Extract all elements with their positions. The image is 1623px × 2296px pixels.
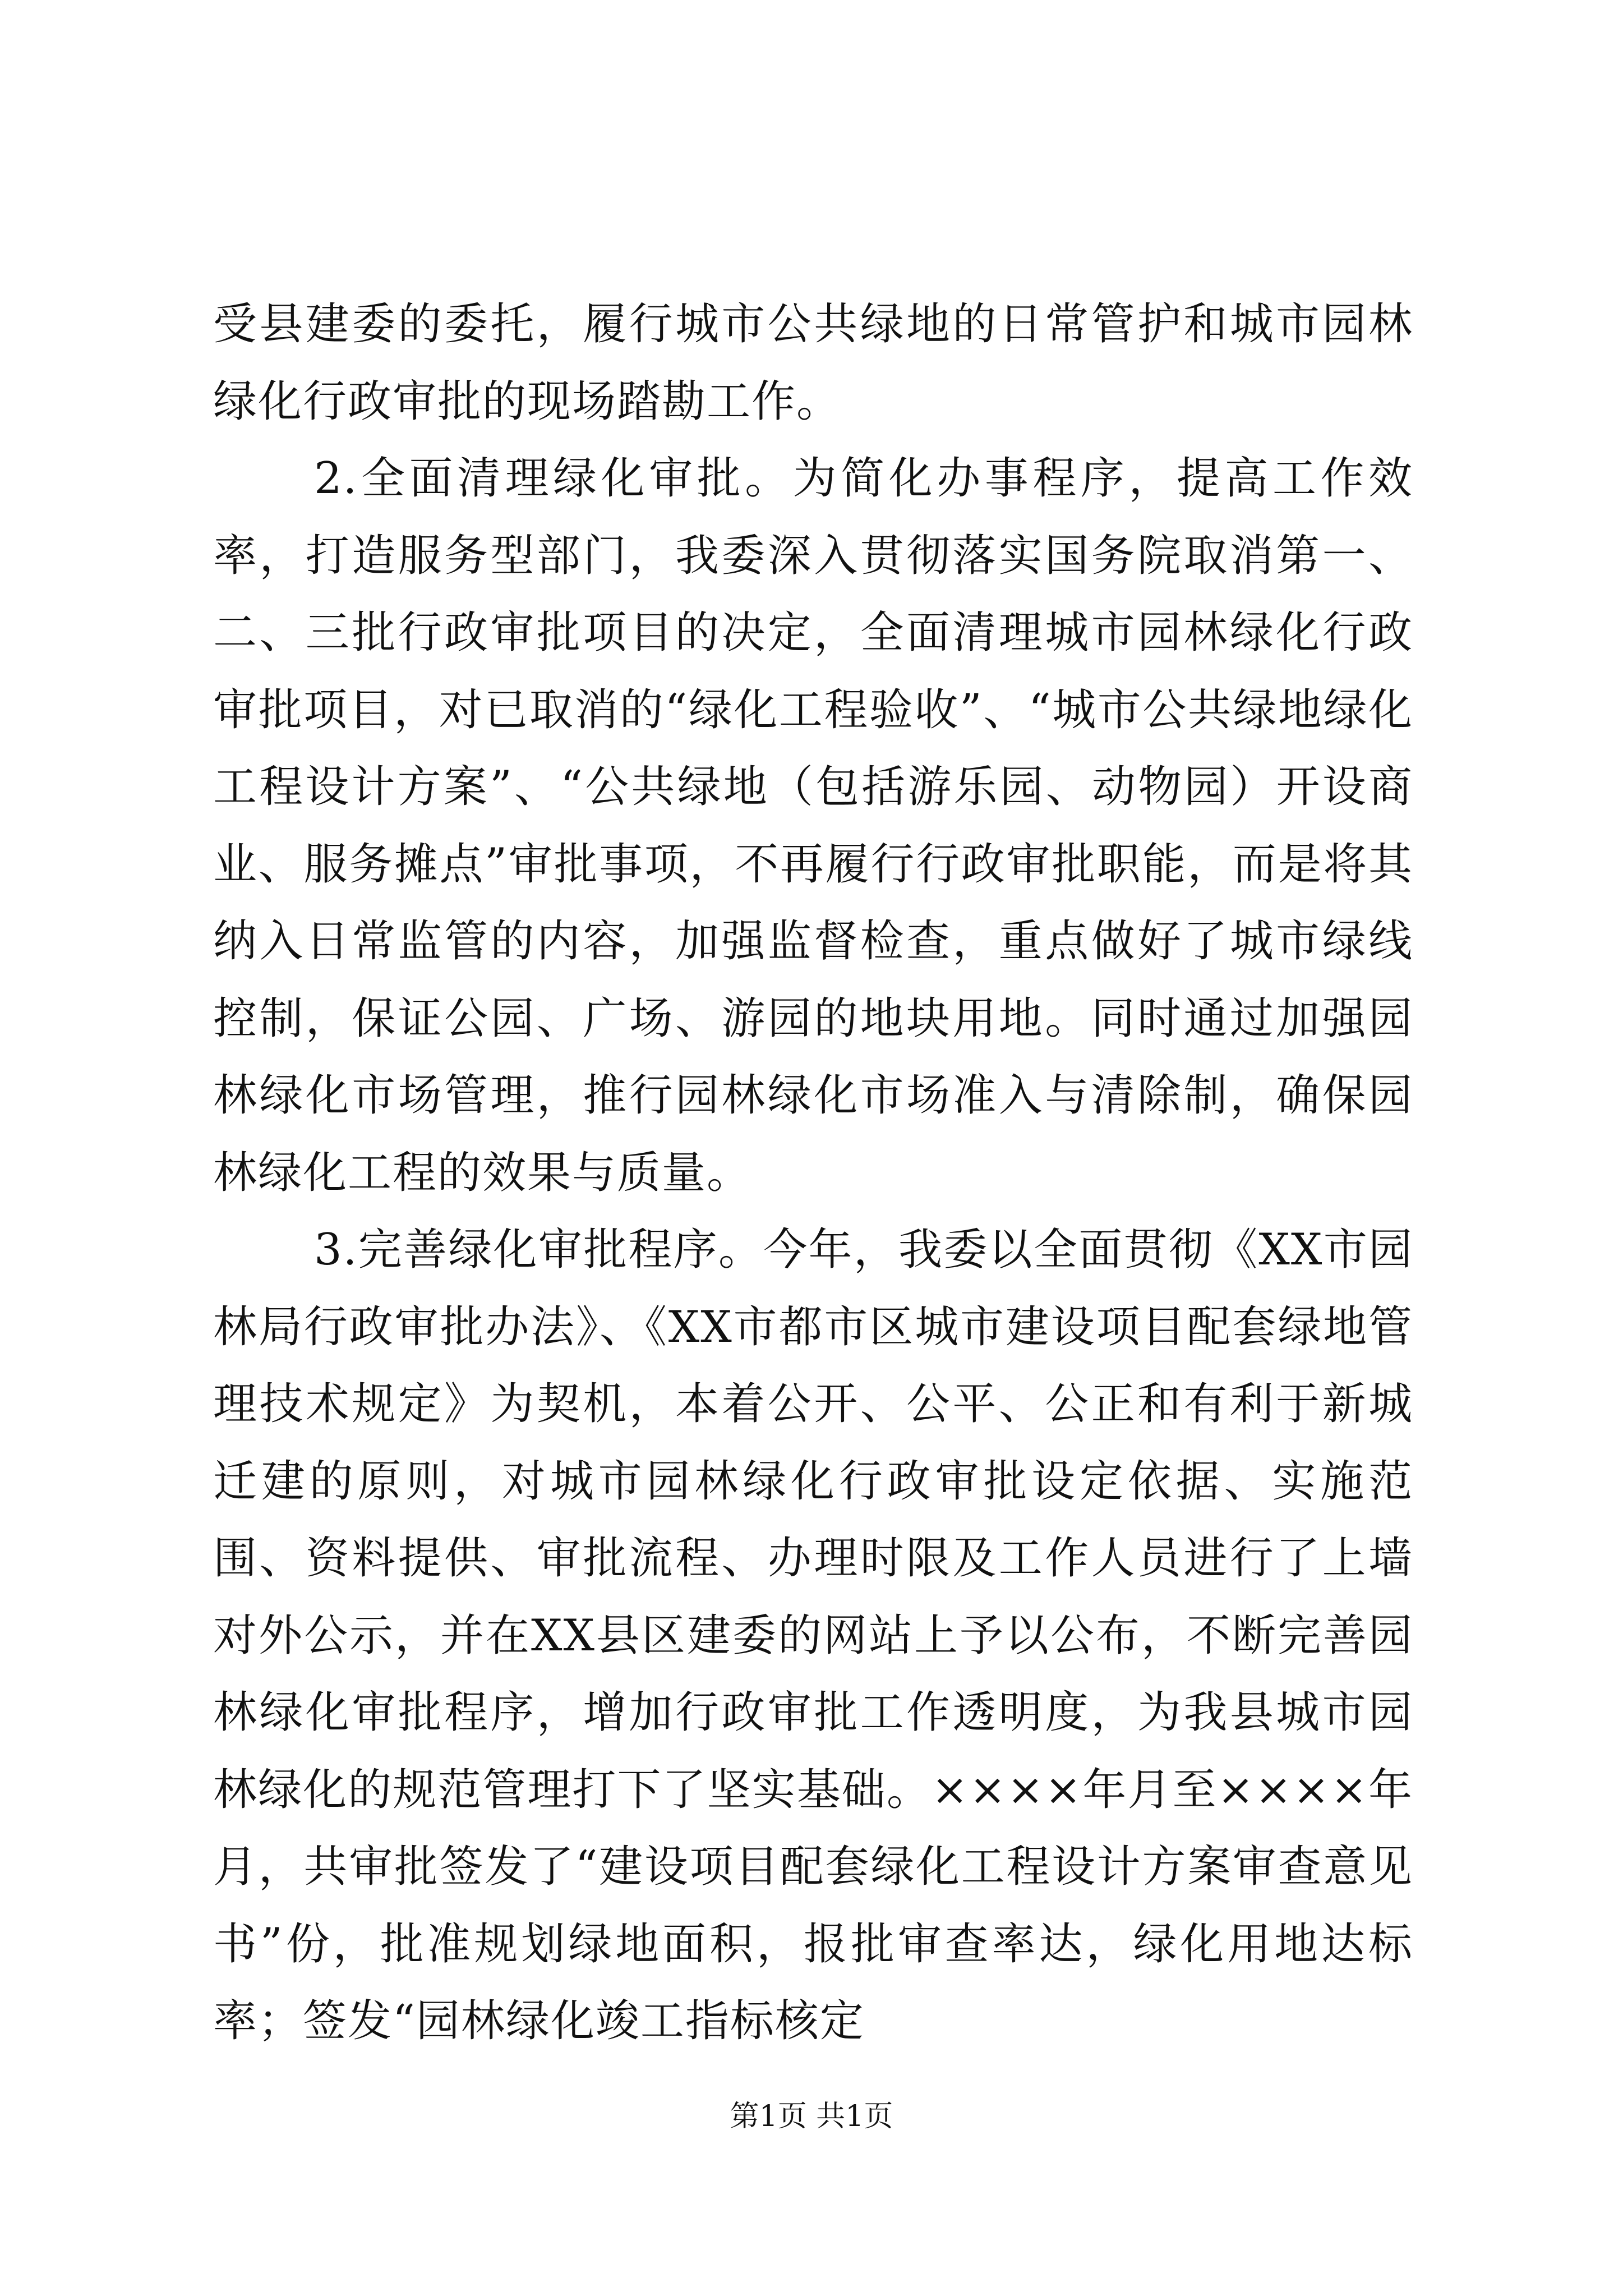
page-footer: 第1页 共1页 bbox=[730, 2100, 893, 2133]
paragraph-item-2: 2.全面清理绿化审批。为简化办事程序，提高工作效率，打造服务型部门，我委深入贯彻落实国务院取消第一、二、三批行政审批项目的决定，全面清理城市园林绿化行政审批项目，对已取消的“绿化工程验收”、“城市公共绿地绿化工程设计方案”、“公共绿地（包括游乐园、动物园）开设商业、服务摊点”审批事项，不再履行行政审批职能，而是将其纳入日常监管的内容，加强监督检查，重点做好了城市绿线控制，保证公园、广场、游园的地块用地。同时通过加强园林绿化市场管理，推行园林绿化市场准入与清除制，确保园林绿化工程的效果与质量。 bbox=[213, 453, 1413, 1198]
paragraph-item-3: 3.完善绿化审批程序。今年，我委以全面贯彻《XX市园林局行政审批办法》、《XX市都市区城市建设项目配套绿地管理技术规定》为契机，本着公开、公平、公正和有利于新城迁建的原则，对城市园林绿化行政审批设定依据、实施范围、资料提供、审批流程、办理时限及工作人员进行了上墙对外公示，并在XX县区建委的网站上予以公布，不断完善园林绿化审批程序，增加行政审批工作透明度，为我县城市园林绿化的规范管理打下了坚实基础。××××年月至××××年月，共审批签发了“建设项目配套绿化工程设计方案审查意见书”份，批准规划绿地面积，报批审查率达，绿化用地达标率；签发“园林绿化竣工指标核定 bbox=[213, 1225, 1413, 2046]
paragraph-continuation: 受县建委的委托，履行城市公共绿地的日常管护和城市园林绿化行政审批的现场踏勘工作。 bbox=[213, 299, 1413, 427]
document-body bbox=[213, 286, 1413, 2060]
